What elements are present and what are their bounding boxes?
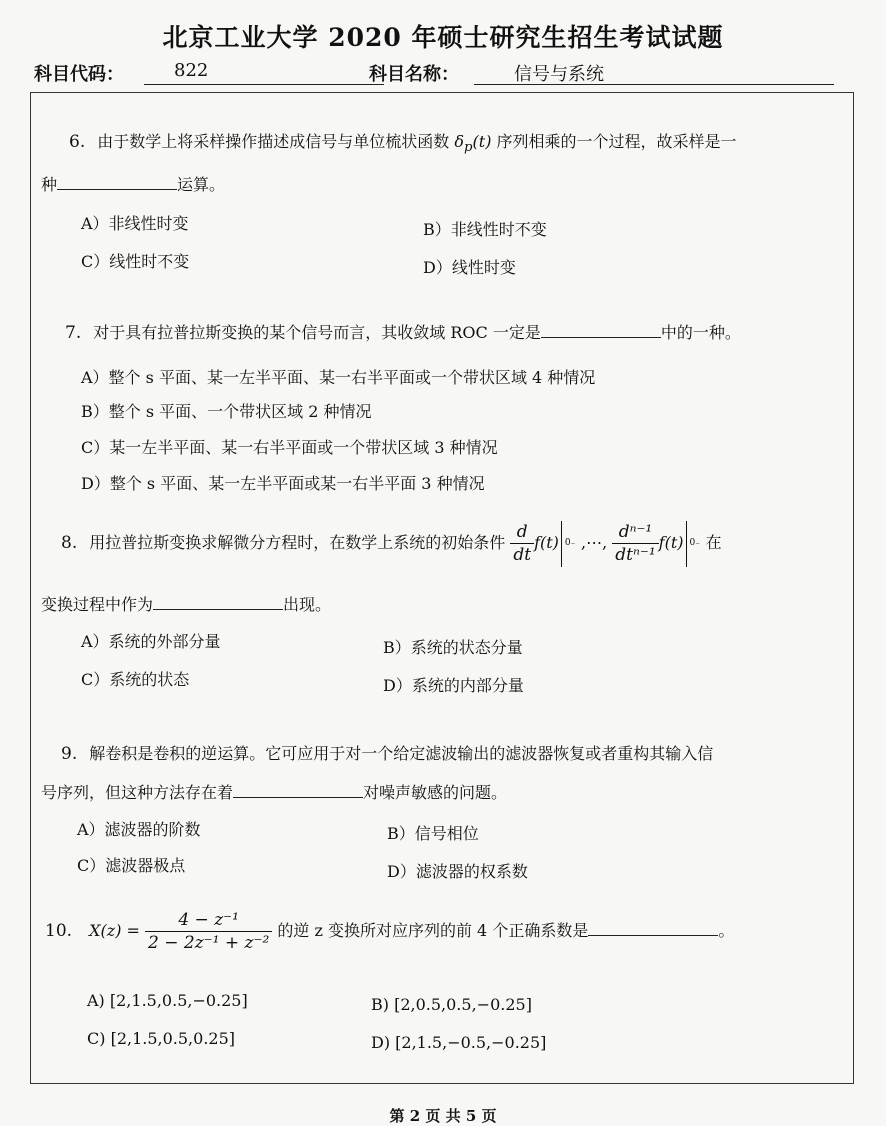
answer-blank xyxy=(153,593,283,610)
subject-name-label: 科目名称： xyxy=(369,64,459,85)
question-8-line1: 8. 用拉普拉斯变换求解微分方程时，在数学上系统的初始条件 $\frac{d}{dt}$ f(t) 0₋ ,⋯, $\frac{\text{dⁿ⁻¹}}{\text{dtⁿ⁻¹}}$ f(t) 0₋ 在 xyxy=(61,522,722,565)
evaluation-bar: 0₋ xyxy=(561,521,576,567)
option-b: B）整个 s 平面、一个带状区域 2 种情况 xyxy=(81,402,372,421)
higher-derivative-fraction: $\frac{\text{dⁿ⁻¹}}{\text{dtⁿ⁻¹}}$ xyxy=(612,521,658,566)
exam-title: 北京工业大学 2020 年硕士研究生招生考试试题 xyxy=(162,23,724,52)
option-d: D) [2,1.5,−0.5,−0.25] xyxy=(371,1033,547,1052)
option-b: B）非线性时不变 xyxy=(423,220,547,239)
transfer-function-fraction: $\frac{\text{4 − z⁻¹}}{\text{2 − 2z⁻¹ + z⁻²}}$ xyxy=(145,909,272,954)
option-d: D）线性时变 xyxy=(423,258,516,277)
subject-name-value: 信号与系统 xyxy=(474,60,834,85)
evaluation-bar: 0₋ xyxy=(686,521,701,567)
option-c: C) [2,1.5,0.5,0.25] xyxy=(87,1029,236,1048)
option-b: B）系统的状态分量 xyxy=(383,638,523,657)
subject-line xyxy=(34,60,844,88)
option-a: A）滤波器的阶数 xyxy=(77,820,201,839)
subject-code-value: 822 xyxy=(144,60,384,85)
derivative-fraction: $\frac{d}{dt}$ xyxy=(510,521,534,566)
answer-blank xyxy=(541,321,661,338)
question-6-line1: 6. 由于数学上将采样操作描述成信号与单位梳状函数 $\delta_p(t)$ 序列相乘的一个过程，故采样是一 xyxy=(69,132,737,156)
option-b: B) [2,0.5,0.5,−0.25] xyxy=(371,995,532,1014)
question-7-line1: 7. 对于具有拉普拉斯变换的某个信号而言，其收敛域 ROC 一定是 中的一种。 xyxy=(65,323,741,343)
option-a: A）非线性时变 xyxy=(81,214,189,233)
option-a: A）整个 s 平面、某一左半平面、某一右半平面或一个带状区域 4 种情况 xyxy=(81,368,596,387)
option-d: D）滤波器的权系数 xyxy=(387,862,528,881)
question-10-line1: 10. X(z) = $\frac{\text{4 − z⁻¹}}{\text{2 − 2z⁻¹ + z⁻²}}$ 的逆 z 变换所对应序列的前 4 个正确系数是 。 xyxy=(45,910,735,953)
question-6-line2: 种 运算。 xyxy=(41,175,226,194)
page-number: 第 2 页 共 5 页 xyxy=(389,1107,497,1125)
option-a: A）系统的外部分量 xyxy=(81,632,221,651)
question-9-line2: 号序列，但这种方法存在着 对噪声敏感的问题。 xyxy=(41,783,508,802)
option-d: D）整个 s 平面、某一左半平面或某一右半平面 3 种情况 xyxy=(81,474,485,493)
subject-code-label: 科目代码： xyxy=(34,64,124,85)
option-c: C）系统的状态 xyxy=(81,670,190,689)
answer-blank xyxy=(233,781,363,798)
answer-blank xyxy=(57,173,177,190)
option-c: C）线性时不变 xyxy=(81,252,190,271)
option-c: C）某一左半平面、某一右半平面或一个带状区域 3 种情况 xyxy=(81,438,498,457)
option-b: B）信号相位 xyxy=(387,824,479,843)
question-9-line1: 9. 解卷积是卷积的逆运算。它可应用于对一个给定滤波输出的滤波器恢复或者重构其输入信 xyxy=(61,744,714,764)
option-d: D）系统的内部分量 xyxy=(383,676,524,695)
option-a: A) [2,1.5,0.5,−0.25] xyxy=(87,991,248,1010)
question-frame xyxy=(30,92,854,1084)
question-8-line2: 变换过程中作为 出现。 xyxy=(41,595,332,614)
answer-blank xyxy=(588,919,718,936)
option-c: C）滤波器极点 xyxy=(77,856,186,875)
delta-p-symbol: $\delta_p(t)$ xyxy=(454,132,492,156)
